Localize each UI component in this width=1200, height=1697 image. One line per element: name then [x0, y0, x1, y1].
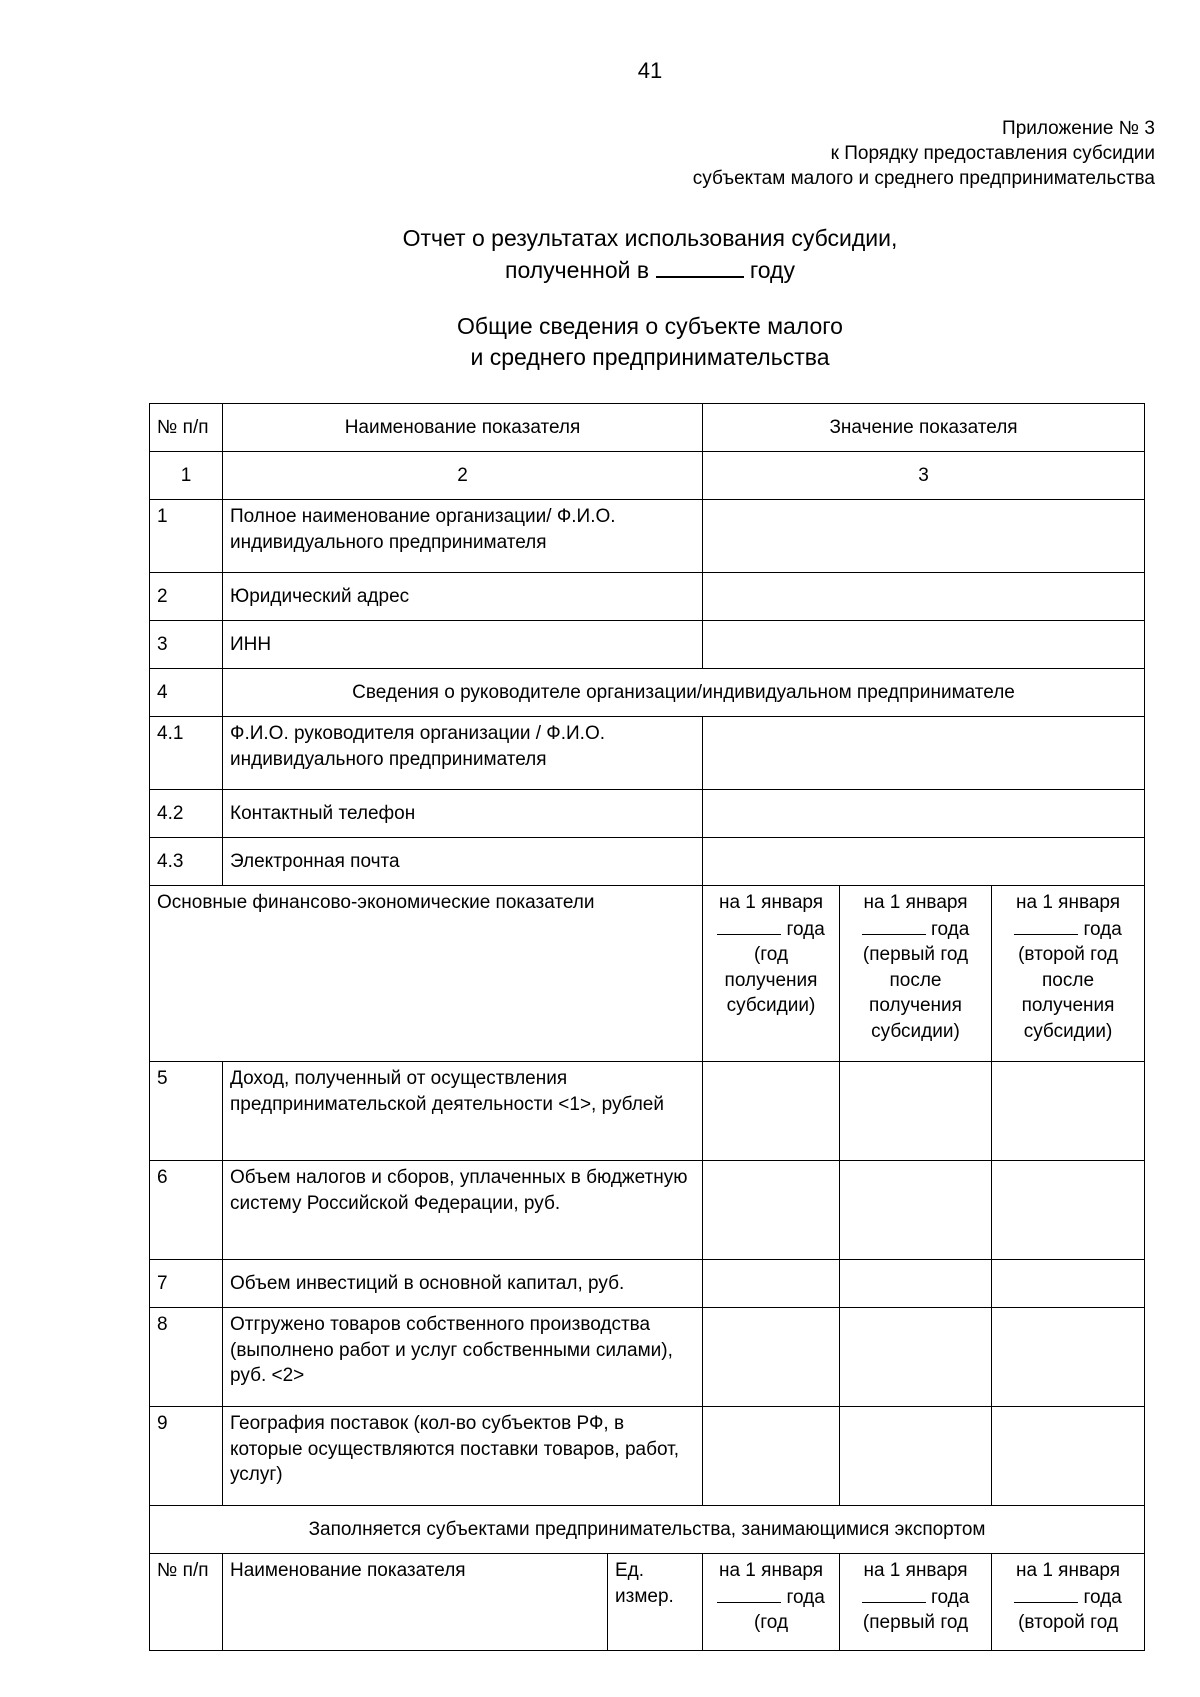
table-row — [150, 1308, 1145, 1407]
value-cell[interactable] — [703, 1407, 840, 1506]
table-row — [150, 573, 1145, 621]
subtitle-line-1: Общие сведения о субъекте малого — [457, 313, 843, 339]
section-4-row — [150, 669, 1145, 717]
financial-header-row — [150, 886, 1145, 1062]
row-num: 8 — [150, 1308, 223, 1407]
value-cell[interactable] — [840, 1161, 992, 1260]
row-num: 1 — [150, 500, 223, 573]
period-desc: (второй год после получения субсидии) — [1018, 944, 1118, 1042]
year-blank-line — [717, 916, 781, 935]
title-line-2-after: году — [749, 257, 795, 283]
row-num: 3 — [150, 621, 223, 669]
row-num: 6 — [150, 1161, 223, 1260]
period-desc: (первый год — [862, 1612, 969, 1633]
period-desc: (год получения субсидии) — [724, 944, 818, 1016]
period-prefix: на 1 января — [863, 1560, 968, 1581]
appendix-note — [693, 116, 1155, 191]
row-name: Полное наименование организации/ Ф.И.О. индивидуального предпринимателя — [223, 500, 703, 573]
period-desc: (второй год — [1018, 1612, 1118, 1633]
period-header — [703, 1554, 840, 1651]
value-cell[interactable] — [703, 1062, 840, 1161]
value-cell[interactable] — [840, 1062, 992, 1161]
export-header-unit: Ед. измер. — [608, 1554, 703, 1651]
row-name: ИНН — [223, 621, 703, 669]
row-num: 7 — [150, 1260, 223, 1308]
appendix-line-2: к Порядку предоставления субсидии — [830, 143, 1155, 164]
period-header — [840, 886, 992, 1062]
value-cell[interactable] — [992, 1062, 1145, 1161]
period-header — [703, 886, 840, 1062]
year-blank-line — [717, 1584, 781, 1603]
table-row — [150, 500, 1145, 573]
header-value: Значение показателя — [703, 404, 1145, 452]
export-section-title: Заполняется субъектами предпринимательства, занимающимися экспортом — [150, 1506, 1145, 1554]
year-blank-line — [862, 1584, 926, 1603]
period-desc: (первый год после получения субсидии) — [862, 944, 969, 1042]
report-title — [0, 222, 1200, 286]
table-row — [150, 1407, 1145, 1506]
period-header — [992, 886, 1145, 1062]
header-num: № п/п — [150, 404, 223, 452]
row-name: Отгружено товаров собственного производства (выполнено работ и услуг собственными силами), руб. <2> — [223, 1308, 703, 1407]
value-cell[interactable] — [840, 1308, 992, 1407]
title-line-1: Отчет о результатах использования субсидии, — [402, 225, 898, 251]
export-header-name: Наименование показателя — [223, 1554, 608, 1651]
period-suffix: года — [786, 918, 825, 940]
row-num: 5 — [150, 1062, 223, 1161]
table-header-row — [150, 404, 1145, 452]
period-suffix: года — [930, 1586, 970, 1608]
col-number-2: 2 — [223, 452, 703, 500]
value-cell[interactable] — [992, 1161, 1145, 1260]
row-num: 9 — [150, 1407, 223, 1506]
row-name: Доход, полученный от осуществления предпринимательской деятельности <1>, рублей — [223, 1062, 703, 1161]
financial-title: Основные финансово-экономические показатели — [150, 886, 703, 1062]
table-row — [150, 621, 1145, 669]
export-header-row — [150, 1554, 1145, 1651]
period-prefix: на 1 января — [1015, 1560, 1121, 1581]
row-name: География поставок (кол-во субъектов РФ, в которые осуществляются поставки товаров, работ, услуг) — [223, 1407, 703, 1506]
row-value-cell[interactable] — [703, 717, 1145, 790]
year-blank-line — [862, 916, 926, 935]
row-name: Ф.И.О. руководителя организации / Ф.И.О. индивидуального предпринимателя — [223, 717, 703, 790]
row-num: 4 — [150, 669, 223, 717]
section-4-title: Сведения о руководителе организации/индивидуальном предпринимателе — [223, 669, 1145, 717]
year-blank-line — [1014, 916, 1078, 935]
period-prefix: на 1 января — [1015, 892, 1121, 913]
value-cell[interactable] — [992, 1308, 1145, 1407]
table-row — [150, 1062, 1145, 1161]
period-suffix: года — [786, 1586, 825, 1608]
period-desc: (год — [753, 1612, 789, 1633]
year-blank-line — [656, 256, 744, 278]
table-row — [150, 1260, 1145, 1308]
value-cell[interactable] — [840, 1407, 992, 1506]
period-suffix: года — [1083, 918, 1122, 940]
row-name: Юридический адрес — [223, 573, 703, 621]
row-value-cell[interactable] — [703, 500, 1145, 573]
report-table — [149, 403, 1145, 1651]
appendix-line-3: субъектам малого и среднего предпринимательства — [692, 168, 1155, 189]
row-num: 4.3 — [150, 838, 223, 886]
table-row — [150, 838, 1145, 886]
value-cell[interactable] — [703, 1260, 840, 1308]
section-subtitle — [0, 311, 1200, 373]
year-blank-line — [1014, 1584, 1078, 1603]
export-section-row — [150, 1506, 1145, 1554]
row-name: Электронная почта — [223, 838, 703, 886]
col-number-1: 1 — [150, 452, 223, 500]
period-header — [840, 1554, 992, 1651]
row-num: 4.1 — [150, 717, 223, 790]
row-num: 2 — [150, 573, 223, 621]
table-row — [150, 790, 1145, 838]
value-cell[interactable] — [840, 1260, 992, 1308]
period-suffix: года — [1083, 1586, 1122, 1608]
row-name: Контактный телефон — [223, 790, 703, 838]
value-cell[interactable] — [703, 1308, 840, 1407]
table-row — [150, 1161, 1145, 1260]
period-suffix: года — [930, 918, 970, 940]
row-name: Объем инвестиций в основной капитал, руб. — [223, 1260, 703, 1308]
column-numbers-row — [150, 452, 1145, 500]
row-value-cell[interactable] — [703, 573, 1145, 621]
page-number: 41 — [637, 58, 663, 83]
header-name: Наименование показателя — [223, 404, 703, 452]
period-prefix: на 1 января — [863, 892, 968, 913]
export-header-num: № п/п — [150, 1554, 223, 1651]
subtitle-line-2: и среднего предпринимательства — [470, 344, 830, 370]
table-row — [150, 717, 1145, 790]
title-line-2-before: полученной в — [505, 257, 650, 283]
title-line-2 — [0, 254, 1200, 286]
period-header — [992, 1554, 1145, 1651]
row-value-cell[interactable] — [703, 790, 1145, 838]
row-value-cell[interactable] — [703, 621, 1145, 669]
value-cell[interactable] — [992, 1407, 1145, 1506]
row-name: Объем налогов и сборов, уплаченных в бюджетную систему Российской Федерации, руб. — [223, 1161, 703, 1260]
period-prefix: на 1 января — [718, 1560, 824, 1581]
period-prefix: на 1 января — [718, 892, 824, 913]
value-cell[interactable] — [703, 1161, 840, 1260]
appendix-line-1: Приложение № 3 — [1002, 118, 1155, 139]
row-num: 4.2 — [150, 790, 223, 838]
row-value-cell[interactable] — [703, 838, 1145, 886]
col-number-3: 3 — [703, 452, 1145, 500]
value-cell[interactable] — [992, 1260, 1145, 1308]
